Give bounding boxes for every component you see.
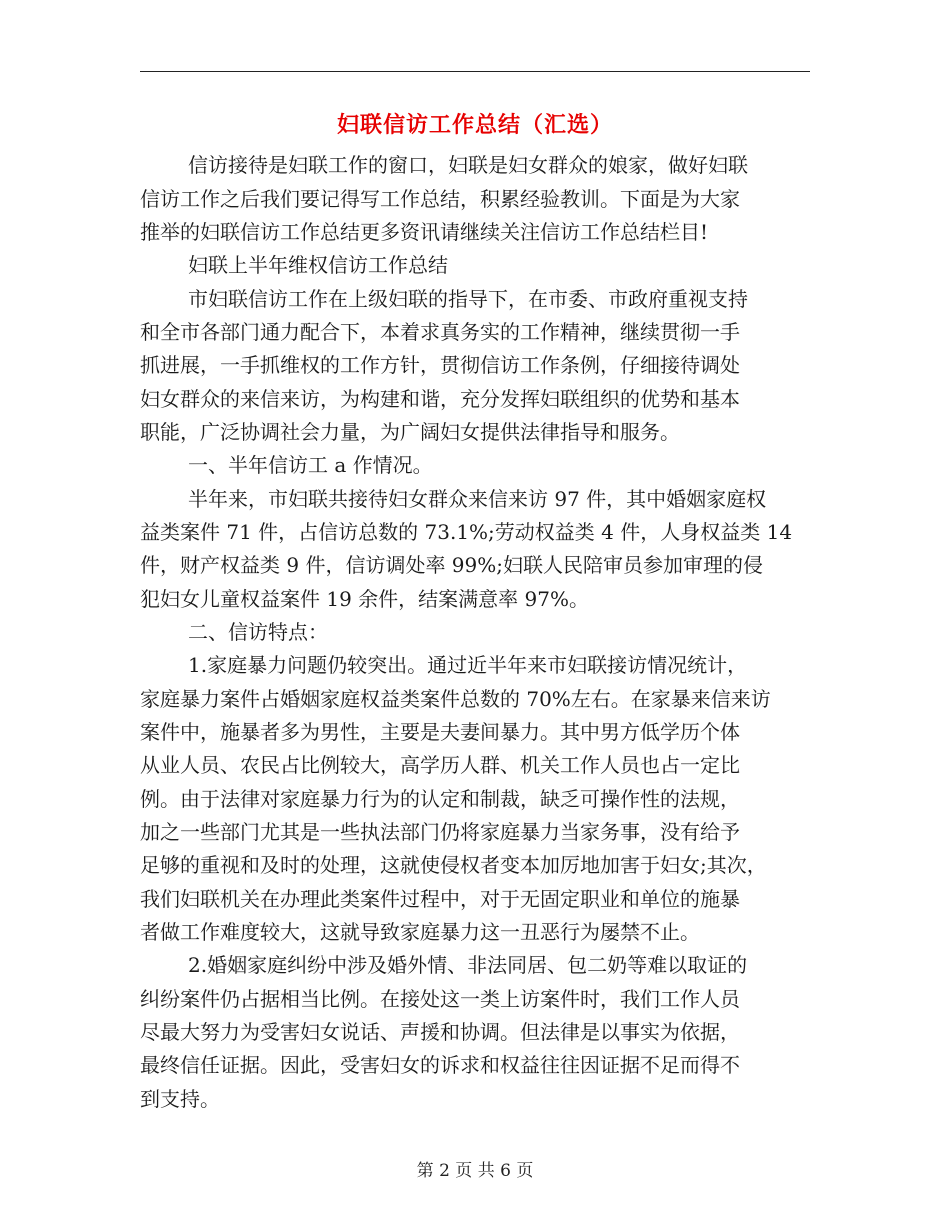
- body-line: 到支持。: [140, 1087, 220, 1111]
- body-line: 例。由于法律对家庭暴力行为的认定和制裁，缺乏可操作性的法规，: [140, 787, 740, 811]
- body-line: 家庭暴力案件占婚姻家庭权益类案件总数的 70%左右。在家暴来信来访: [140, 687, 771, 711]
- body-line: 半年来，市妇联共接待妇女群众来信来访 97 件，其中婚姻家庭权: [188, 487, 767, 511]
- page-number: 第 2 页 共 6 页: [416, 1161, 534, 1181]
- header-rule: [140, 71, 810, 72]
- body-line: 最终信任证据。因此，受害妇女的诉求和权益往往因证据不足而得不: [140, 1053, 740, 1077]
- body-line: 件，财产权益类 9 件，信访调处率 99%;妇联人民陪审员参加审理的侵: [140, 553, 763, 577]
- body-line: 我们妇联机关在办理此类案件过程中，对于无固定职业和单位的施暴: [140, 887, 740, 911]
- body-line: 者做工作难度较大，这就导致家庭暴力这一丑恶行为屡禁不止。: [140, 920, 700, 944]
- body-line: 推举的妇联信访工作总结更多资讯请继续关注信访工作总结栏目!: [140, 220, 709, 244]
- body-line: 尽最大努力为受害妇女说话、声援和协调。但法律是以事实为依据，: [140, 1020, 740, 1044]
- body-line: 和全市各部门通力配合下，本着求真务实的工作精神，继续贯彻一手: [140, 320, 740, 344]
- body-line: 抓进展，一手抓维权的工作方针，贯彻信访工作条例，仔细接待调处: [140, 353, 740, 377]
- body-line: 足够的重视和及时的处理，这就使侵权者变本加厉地加害于妇女;其次，: [140, 853, 767, 877]
- body-line: 纠纷案件仍占据相当比例。在接处这一类上访案件时，我们工作人员: [140, 987, 740, 1011]
- body-line: 案件中，施暴者多为男性，主要是夫妻间暴力。其中男方低学历个体: [140, 720, 740, 744]
- body-line: 益类案件 71 件，占信访总数的 73.1%;劳动权益类 4 件，人身权益类 14: [140, 520, 793, 544]
- body-line: 2.婚姻家庭纠纷中涉及婚外情、非法同居、包二奶等难以取证的: [188, 953, 748, 977]
- body-line: 犯妇女儿童权益案件 19 余件，结案满意率 97%。: [140, 587, 589, 611]
- body-line: 1.家庭暴力问题仍较突出。通过近半年来市妇联接访情况统计，: [188, 653, 748, 677]
- body-line: 信访工作之后我们要记得写工作总结，积累经验教训。下面是为大家: [140, 187, 740, 211]
- section-heading: 一、半年信访工 a 作情况。: [188, 453, 433, 477]
- section-heading: 妇联上半年维权信访工作总结: [188, 253, 448, 277]
- body-line: 加之一些部门尤其是一些执法部门仍将家庭暴力当家务事，没有给予: [140, 820, 740, 844]
- document-title: 妇联信访工作总结（汇选）: [336, 112, 613, 138]
- section-heading: 二、信访特点：: [188, 620, 328, 644]
- body-line: 从业人员、农民占比例较大，高学历人群、机关工作人员也占一定比: [140, 753, 740, 777]
- body-line: 职能，广泛协调社会力量，为广阔妇女提供法律指导和服务。: [140, 420, 680, 444]
- body-line: 妇女群众的来信来访，为构建和谐，充分发挥妇联组织的优势和基本: [140, 387, 740, 411]
- body-line: 市妇联信访工作在上级妇联的指导下，在市委、市政府重视支持: [188, 287, 748, 311]
- body-line: 信访接待是妇联工作的窗口，妇联是妇女群众的娘家，做好妇联: [188, 153, 748, 177]
